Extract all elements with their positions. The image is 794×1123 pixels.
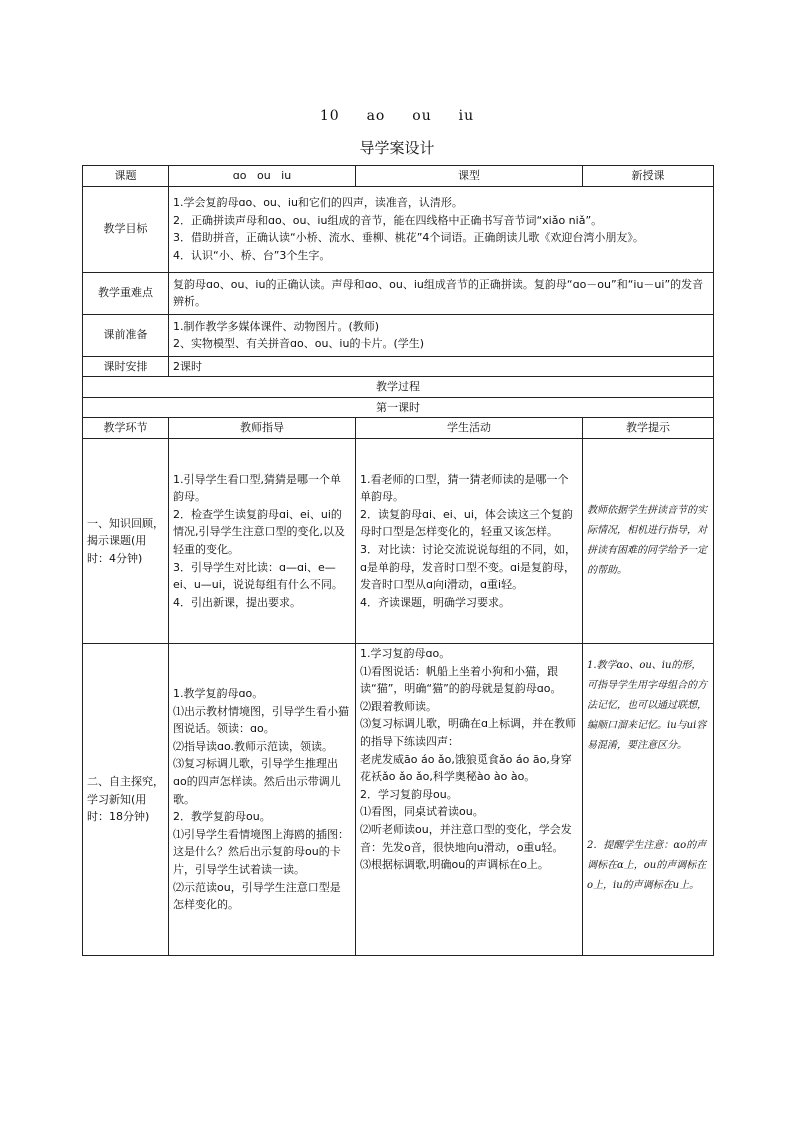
prep-item: 2、实物模型、有关拼音ɑo、ou、iu的卡片。(学生) <box>173 337 425 351</box>
student-step: ⑴看图，同桌试着读ou。 <box>360 805 484 819</box>
type-label: 课型 <box>356 166 583 187</box>
goals-row <box>83 186 714 272</box>
student-step: 3．对比读：讨论交流说说每组的不同，如，ɑ是单韵母，发音时口型不变。ɑi是复韵母，发音时口型从ɑ向i滑动，ɑ重i轻。 <box>360 542 576 592</box>
teacher-cell <box>169 643 356 955</box>
process-title-row <box>83 377 714 398</box>
student-step: 2．读复韵母ɑi、ei、ui，体会读这三个复韵母时口型是怎样变化的，轻重又该怎样。 <box>360 507 573 539</box>
key-points-label: 教学重难点 <box>83 272 169 314</box>
process-row-1 <box>83 438 714 643</box>
student-step: 1.学习复韵母ɑo。 <box>360 646 451 660</box>
col-header-teacher: 教师指导 <box>169 418 356 439</box>
teacher-step: ⑴出示教材情境图，引导学生看小猫图说话。领读：ɑo。 <box>173 704 349 736</box>
key-points-content: 复韵母ɑo、ou、iu的正确认读。声母和ɑo、ou、iu组成音节的正确拼读。复韵母“ɑo－ou”和“iu－ui”的发音辨析。 <box>169 272 714 314</box>
student-step: 1.看老师的口型，猜一猜老师读的是哪一个单韵母。 <box>360 472 569 504</box>
topic-value: ɑo ou iu <box>169 166 356 187</box>
student-step: 2．学习复韵母ou。 <box>360 787 458 801</box>
tips-cell <box>583 438 714 643</box>
teacher-step: ⑶复习标调儿歌，引导学生推理出ɑo的四声怎样读。然后出示带调儿歌。 <box>173 757 341 806</box>
prep-row <box>83 314 714 356</box>
teacher-step: 3．引导学生对比读：ɑ—ɑi、e—ei、u—ui，说说每组有什么不同。 <box>173 560 343 592</box>
teacher-step: 1.教学复韵母ɑo。 <box>173 687 264 701</box>
student-step: ⑵听老师读ou，并注意口型的变化，学会发音：先发o音，很快地向u滑动，o重u轻。 <box>360 822 572 854</box>
document-subtitle: 导学案设计 <box>359 139 435 157</box>
tip-item: 1.教学ɑo、ou、iu的形，可指导学生用字母组合的方法记忆，也可以通过联想，编顺口溜来记忆。iu与ui容易混淆，要注意区分。 <box>587 659 707 751</box>
key-points-row <box>83 272 714 314</box>
process-title: 教学过程 <box>83 377 714 398</box>
student-step: 老虎发威āo áo ǎo,饿狼觅食ǎo áo āo,身穿花袄ǎo ǎo ǎo,科学奥秘ào ào ào。 <box>360 752 572 784</box>
tip-item: 教师依据学生拼读音节的实际情况，相机进行指导，对拼读有困难的同学给予一定的帮助。 <box>587 504 707 576</box>
type-value: 新授课 <box>583 166 714 187</box>
goals-content <box>169 186 714 272</box>
prep-label: 课前准备 <box>83 314 169 356</box>
col-header-tips: 教学提示 <box>583 418 714 439</box>
goal-item: 1.学会复韵母ɑo、ou、iu和它们的四声，读准音，认清形。 <box>173 195 463 209</box>
tip-item: 2．提醒学生注意：ɑo的声调标在ɑ上，ou的声调标在o上，iu的声调标在u上。 <box>587 839 707 891</box>
stage-cell: 二、自主探究，学习新知(用时：18分钟) <box>83 643 169 955</box>
column-header-row <box>83 418 714 439</box>
goal-item: 3．借助拼音，正确认读“小桥、流水、垂柳、桃花”4个词语。正确朗读儿歌《欢迎台湾小朋友》。 <box>173 231 644 245</box>
lesson-title: 10 ao ou iu <box>319 108 475 124</box>
goals-label: 教学目标 <box>83 186 169 272</box>
student-step: ⑴看图说话：帆船上坐着小狗和小猫，跟读“猫”，明确“猫”的韵母就是复韵母ɑo。 <box>360 664 562 696</box>
goal-item: 4．认识“小、桥、台”3个生字。 <box>173 248 331 262</box>
schedule-row <box>83 356 714 377</box>
topic-row <box>83 166 714 187</box>
student-step: ⑵跟着教师读。 <box>360 699 437 713</box>
teacher-step: 1.引导学生看口型,猜猜是哪一个单韵母。 <box>173 472 341 504</box>
teacher-cell <box>169 438 356 643</box>
col-header-stage: 教学环节 <box>83 418 169 439</box>
teacher-step: 4．引出新课，提出要求。 <box>173 595 301 609</box>
goal-item: 2．正确拼读声母和ɑo、ou、iu组成的音节，能在四线格中正确书写音节词“xiǎo niǎ”。 <box>173 213 603 227</box>
lesson-plan-table <box>82 165 714 956</box>
process-row-2 <box>83 643 714 955</box>
teacher-step: ⑵示范读ou，引导学生注意口型是怎样变化的。 <box>173 880 341 912</box>
stage-cell: 一、知识回顾，揭示课题(用时：4分钟) <box>83 438 169 643</box>
student-cell <box>356 438 583 643</box>
student-step: 4．齐读课题，明确学习要求。 <box>360 595 510 609</box>
prep-content <box>169 314 714 356</box>
teacher-step: 2．检查学生读复韵母ɑi、ei、ui的情况,引导学生注意口型的变化,以及轻重的变化。 <box>173 507 345 556</box>
tips-cell <box>583 643 714 955</box>
student-cell <box>356 643 583 955</box>
first-lesson-title: 第一课时 <box>83 397 714 418</box>
schedule-label: 课时安排 <box>83 356 169 377</box>
col-header-student: 学生活动 <box>356 418 583 439</box>
student-step: ⑶根据标调歌,明确ou的声调标在o上。 <box>360 858 549 872</box>
teacher-step: 2．教学复韵母ou。 <box>173 810 271 824</box>
student-step: ⑶复习标调儿歌，明确在ɑ上标调，并在教师的指导下练读四声： <box>360 717 576 748</box>
topic-label: 课题 <box>83 166 169 187</box>
schedule-value: 2课时 <box>169 356 714 377</box>
teacher-step: ⑵指导读ɑo.教师示范读，领读。 <box>173 739 334 753</box>
prep-item: 1.制作教学多媒体课件、动物图片。(教师) <box>173 319 380 333</box>
lesson-title-row <box>83 397 714 418</box>
teacher-step: ⑴引导学生看情境图上海鸥的插图：这是什么？然后出示复韵母ou的卡片，引导学生试着读一读。 <box>173 827 349 877</box>
